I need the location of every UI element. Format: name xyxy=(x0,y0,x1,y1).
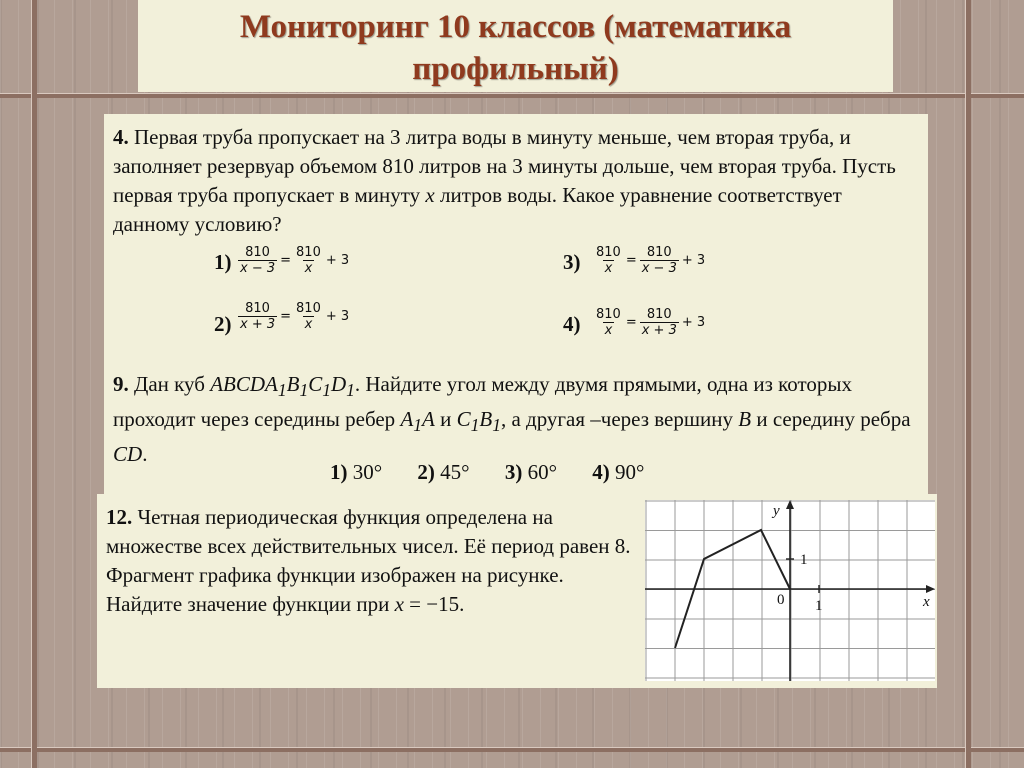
problem9-t1: Дан куб xyxy=(134,372,205,396)
problem9-answers xyxy=(330,460,674,485)
option2-label[interactable]: 2) xyxy=(214,312,232,336)
problem12-var: x xyxy=(394,592,404,616)
problem12-number: 12. xyxy=(106,505,133,529)
problem12-text xyxy=(106,503,636,619)
answer-1[interactable] xyxy=(330,460,382,485)
option1-eq: = xyxy=(280,253,292,268)
problem9-text xyxy=(113,370,913,469)
option3-plus: + 3 xyxy=(681,253,706,268)
option3-equation[interactable] xyxy=(594,245,708,276)
problem4-text-b: литров воды. Какое уравнение соответствует данному условию? xyxy=(113,183,842,236)
option1-rden: x xyxy=(304,261,313,276)
option1-rnum: 810 xyxy=(296,245,321,260)
answer-3-label: 3) xyxy=(504,460,523,484)
option2-plus: + 3 xyxy=(325,309,350,324)
answer-4[interactable] xyxy=(592,460,644,485)
y-tick-label: 1 xyxy=(800,552,808,568)
option3-label[interactable]: 3) xyxy=(563,250,581,274)
option4-equation[interactable] xyxy=(594,307,708,338)
option3-rden: x − 3 xyxy=(641,261,677,276)
page-title: Мониторинг 10 классов (математика профильный) xyxy=(239,9,792,87)
option2-lden: x + 3 xyxy=(240,317,276,332)
function-graph-svg xyxy=(645,500,935,681)
option1-lden: x − 3 xyxy=(240,261,276,276)
answer-3[interactable] xyxy=(505,460,557,485)
vertex-b: B xyxy=(738,407,752,432)
option1-label[interactable]: 1) xyxy=(214,250,232,274)
problem9-t6: . xyxy=(142,442,148,467)
y-axis-label: y xyxy=(773,503,780,519)
option3-lden: x xyxy=(604,261,613,276)
frame-line-right xyxy=(965,0,971,768)
x-axis-arrow-icon xyxy=(926,585,935,593)
origin-label: 0 xyxy=(777,592,785,608)
edge-cd: CD xyxy=(113,442,143,467)
option4-label[interactable]: 4) xyxy=(563,312,581,336)
option2-rnum: 810 xyxy=(296,301,321,316)
answer-2[interactable] xyxy=(417,460,469,485)
problem4-var: x xyxy=(425,183,435,207)
problem9-number: 9. xyxy=(113,372,129,396)
option2-lnum: 810 xyxy=(245,301,270,316)
answer-1-label: 1) xyxy=(330,460,348,484)
option1-plus: + 3 xyxy=(325,253,350,268)
option1-equation[interactable] xyxy=(238,245,352,276)
option4-rden: x + 3 xyxy=(641,323,677,338)
problem4-number: 4. xyxy=(113,125,129,149)
option3-rnum: 810 xyxy=(646,245,672,260)
answer-4-value: 90° xyxy=(614,460,645,484)
answer-1-value: 30° xyxy=(352,460,383,484)
function-graph xyxy=(645,500,935,681)
edge-a1a: $A_1A$ xyxy=(400,407,435,436)
answer-2-label: 2) xyxy=(417,460,435,484)
option4-lden: x xyxy=(604,323,613,338)
problem12-text-a: Четная периодическая функция определена на множестве всех действительных чисел. Её период равен 8. Фрагмент графика функции изображен на рисунке. Найдите значение функции при xyxy=(106,505,631,616)
frame-line-bottom xyxy=(0,747,1024,752)
problem4-text xyxy=(113,123,913,239)
x-axis-label: x xyxy=(923,594,930,610)
option4-eq: = xyxy=(625,315,637,330)
problem12-text-b: = −15. xyxy=(409,592,465,616)
frame-line-left xyxy=(31,0,37,768)
option2-rden: x xyxy=(304,317,313,332)
option3-lnum: 810 xyxy=(596,245,621,260)
problem9-t4: , а другая –через вершину xyxy=(500,407,734,432)
option2-eq: = xyxy=(280,309,292,324)
option2-equation[interactable] xyxy=(238,301,352,332)
edge-c1b1: $C_1B_1$ xyxy=(456,407,501,436)
option4-rnum: 810 xyxy=(646,307,672,322)
problem4-text-a: Первая труба пропускает на 3 литра воды в минуту меньше, чем вторая труба, и заполняет резервуар объемом 810 литров на 3 минуты дольше, чем вторая труба. Пусть первая труба пропускает в минуту xyxy=(113,125,896,207)
option4-plus: + 3 xyxy=(681,315,706,330)
answer-4-label: 4) xyxy=(592,460,610,484)
cube-name: $ABCDA_1B_1C_1D_1$ xyxy=(210,372,355,401)
problem9-t2: . Найдите угол между двумя прямыми, одна из которых проходит через середины ребер xyxy=(113,372,853,432)
option4-lnum: 810 xyxy=(596,307,621,322)
problem9-t3: и xyxy=(440,407,452,432)
option1-lnum: 810 xyxy=(245,245,270,260)
x-tick-label: 1 xyxy=(815,598,823,614)
answer-2-value: 45° xyxy=(440,460,470,484)
option3-eq: = xyxy=(625,253,637,268)
frame-line-top xyxy=(0,93,1024,98)
problem9-t5: и середину ребра xyxy=(756,407,911,432)
answer-3-value: 60° xyxy=(527,460,557,484)
